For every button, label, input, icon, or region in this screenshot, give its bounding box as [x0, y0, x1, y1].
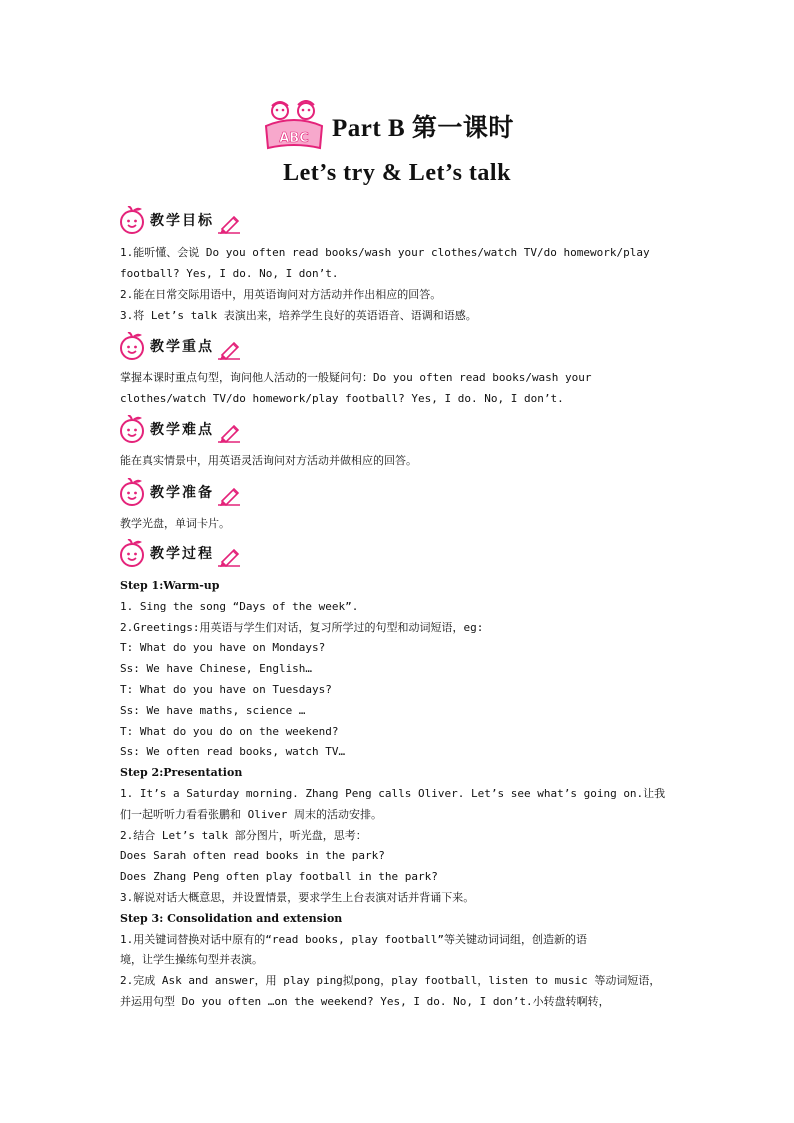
- pencil-icon: [216, 339, 244, 361]
- text-line: T: What do you have on Mondays?: [120, 641, 326, 655]
- text-line: 教学光盘，单词卡片。: [120, 517, 230, 530]
- apple-icon: [118, 332, 146, 360]
- text-line: Step 3: Consolidation and extension: [120, 911, 343, 925]
- pencil-icon: [216, 546, 244, 568]
- lesson-subtitle: Let’s try & Let’s talk: [283, 160, 511, 186]
- text-line: 3.解说对话大概意思，并设置情景，要求学生上台表演对话并背诵下来。: [120, 891, 475, 904]
- section-heading-process: [118, 537, 244, 569]
- text-line: 1.用关键词替换对话中原有的“read books, play football”等关键动词词组，创造新的语: [120, 932, 588, 946]
- pencil-icon: [216, 485, 244, 507]
- text-line: 掌握本课时重点句型，询问他人活动的一般疑问句：Do you often read books/wash your: [120, 371, 592, 384]
- text-line: clothes/watch TV/do homework/play football? Yes, I do. No, I don’t.: [120, 392, 564, 405]
- text-line: T: What do you have on Tuesdays?: [120, 683, 332, 696]
- text-line: 们一起听听力看看张鹏和 Oliver 周末的活动安排。: [120, 807, 382, 821]
- title-row: [262, 98, 514, 154]
- text-line: Step 1:Warm-up: [120, 579, 220, 592]
- text-line: 1. Sing the song “Days of the week”.: [120, 599, 359, 613]
- section-heading-difficulties: [118, 413, 244, 445]
- section-title: 教学准备: [150, 485, 214, 501]
- section-heading-preparation: [118, 476, 244, 508]
- apple-icon: [118, 478, 146, 506]
- text-line: football? Yes, I do. No, I don’t.: [120, 267, 339, 280]
- section-title: 教学难点: [150, 422, 214, 438]
- text-line: 2.完成 Ask and answer，用 play ping拟pong，play football，listen to music 等动词短语，: [120, 974, 661, 988]
- section-title: 教学目标: [150, 213, 214, 229]
- text-line: 3.将 Let’s talk 表演出来，培养学生良好的英语语音、语调和语感。: [120, 309, 477, 322]
- svg-text:ABC: ABC: [279, 131, 309, 146]
- text-line: 能在真实情景中，用英语灵活询问对方活动并做相应的回答。: [120, 454, 417, 467]
- apple-icon: [118, 539, 146, 567]
- abc-kids-logo-icon: [262, 100, 326, 152]
- text-line: Ss: We have maths, science …: [120, 703, 306, 717]
- apple-icon: [118, 206, 146, 234]
- section-heading-goals: [118, 204, 244, 236]
- text-line: 1. It’s a Saturday morning. Zhang Peng calls Oliver. Let’s see what’s going on.让我: [120, 787, 666, 800]
- text-line: T: What do you do on the weekend?: [120, 724, 339, 738]
- pencil-icon: [216, 213, 244, 235]
- apple-icon: [118, 415, 146, 443]
- text-line: 2.结合 Let’s talk 部分图片，听光盘，思考：: [120, 828, 367, 842]
- text-line: Does Sarah often read books in the park?: [120, 849, 385, 863]
- pencil-icon: [216, 422, 244, 444]
- text-line: Ss: We have Chinese, English…: [120, 662, 313, 676]
- section-heading-key-points: [118, 330, 244, 362]
- text-line: Ss: We often read books, watch TV…: [120, 745, 346, 759]
- text-line: 境，让学生操练句型并表演。: [120, 953, 263, 967]
- text-line: 并运用句型 Do you often …on the weekend? Yes, I do. No, I don’t.小转盘转啊转，: [120, 995, 610, 1008]
- section-title: 教学重点: [150, 339, 214, 355]
- section-title: 教学过程: [150, 546, 214, 562]
- lesson-title: Part B 第一课时: [332, 115, 514, 142]
- text-line: Step 2:Presentation: [120, 766, 243, 780]
- text-line: Does Zhang Peng often play football in the park?: [120, 870, 438, 884]
- text-line: 2.Greetings:用英语与学生们对话，复习所学过的句型和动词短语，eg:: [120, 620, 484, 634]
- text-line: 1.能听懂、会说 Do you often read books/wash your clothes/watch TV/do homework/play: [120, 246, 650, 259]
- text-line: 2.能在日常交际用语中，用英语询问对方活动并作出相应的回答。: [120, 288, 442, 301]
